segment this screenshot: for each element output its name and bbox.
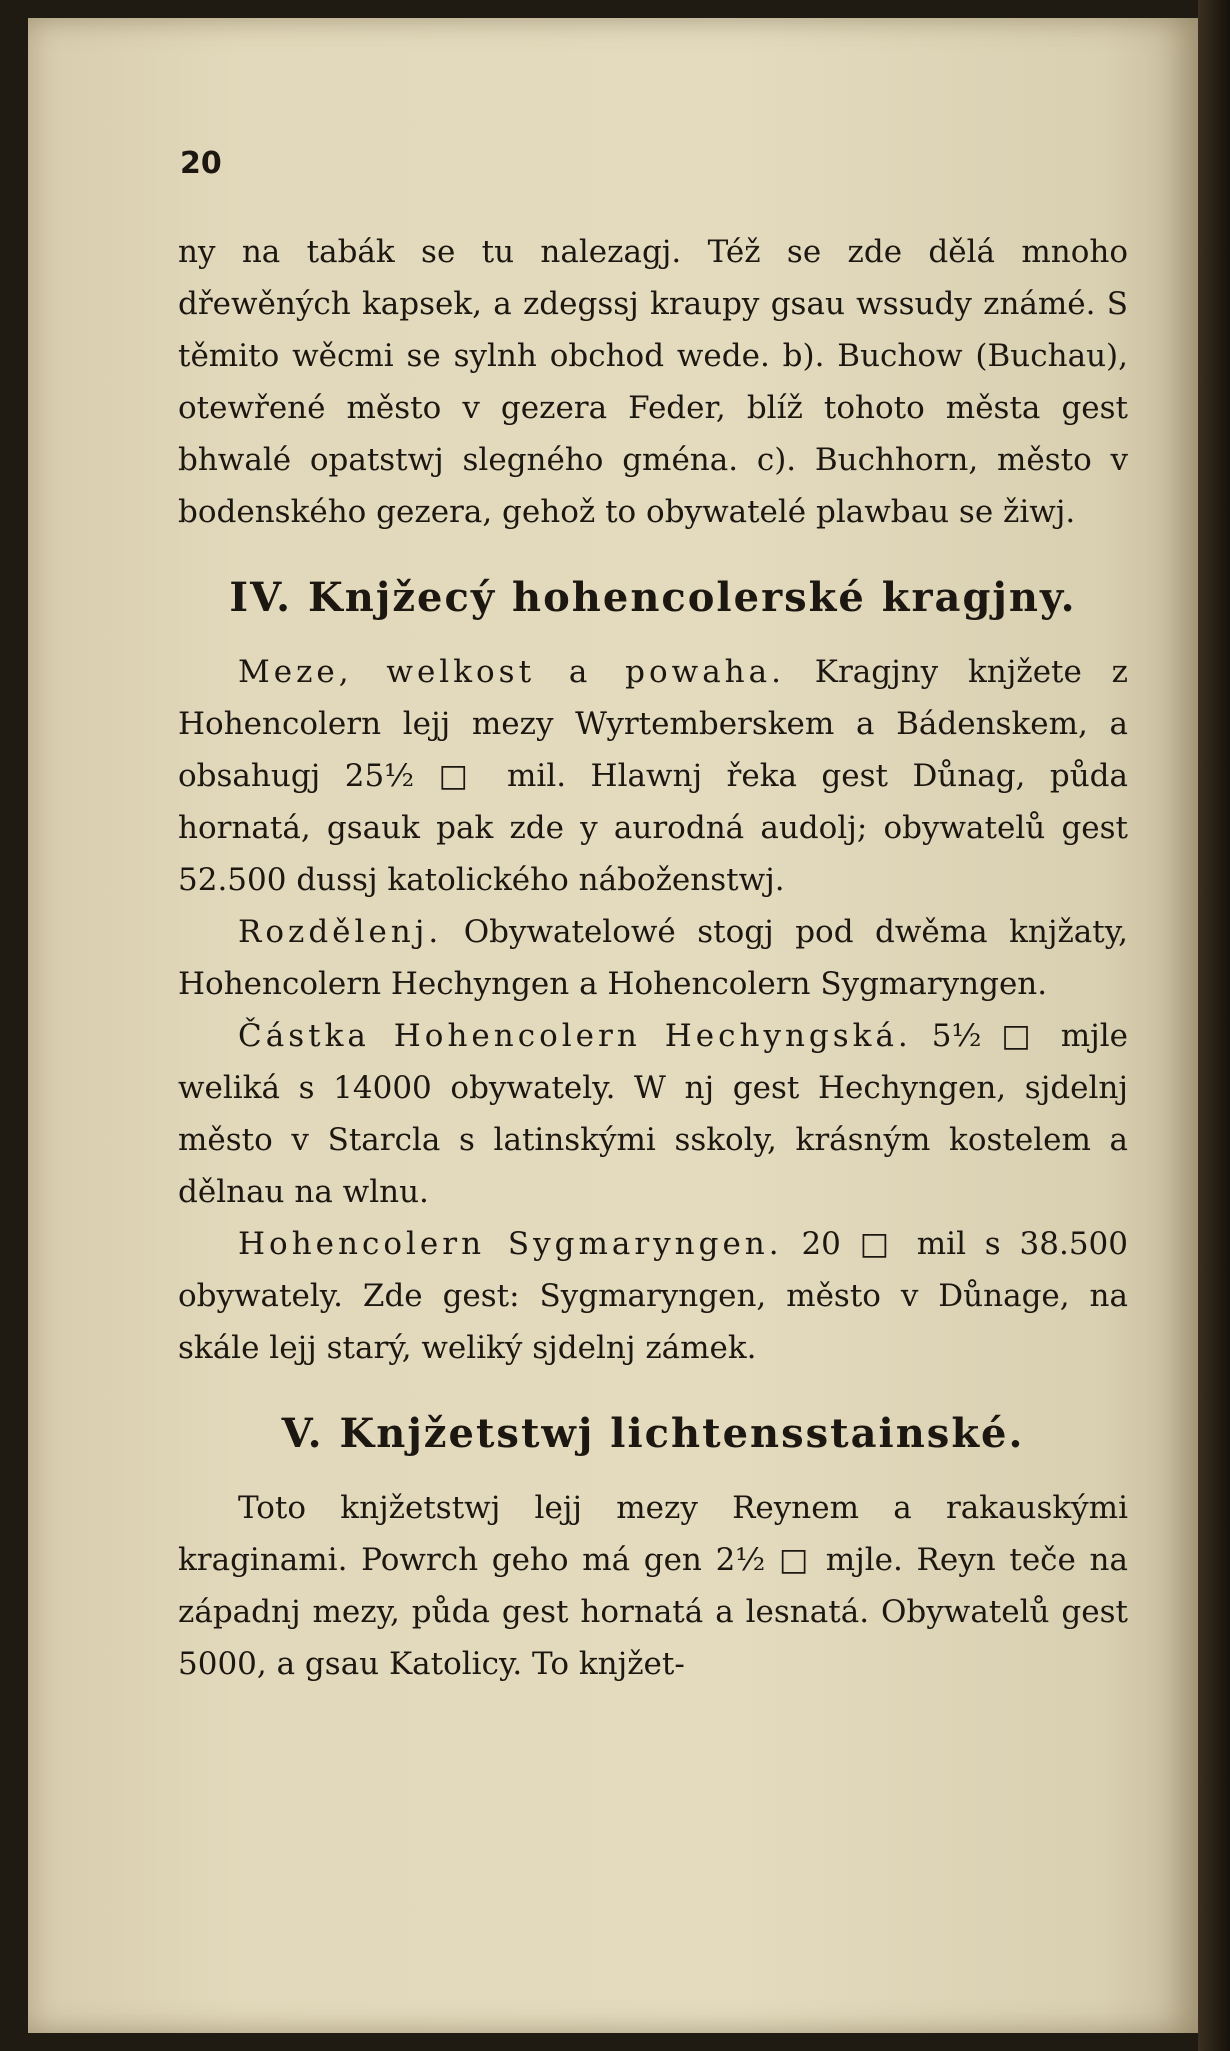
heading-liechtenstein: V. Knjžetstwj lichtensstainské. <box>281 1410 1025 1457</box>
paragraph-boundaries <box>178 646 1128 906</box>
paragraph-lead: Meze, welkost a powaha. <box>238 654 785 690</box>
paragraph-body: 20 □ mil s 38.500 obywately. Zde gest: Sygmaryngen, město v Důnage, na skále lejj starý, weliký sjdelnj zámek. <box>178 1226 1128 1366</box>
paragraph-liechtenstein: Toto knjžetstwj lejj mezy Reynem a rakauskými kraginami. Powrch geho má gen 2½ □ mjle. Reyn teče na západnj mezy, půda gest hornatá a lesnatá. Obywatelů gest 5000, a gsau Katolicy. To knjžet- <box>178 1490 1128 1682</box>
book-page <box>28 18 1198 2033</box>
paragraph-division <box>178 906 1128 1010</box>
paragraph-body: 5½ □ mjle weliká s 14000 obywately. W nj gest Hechyngen, sjdelnj město v Starcla s latinskými sskoly, krásným kostelem a dělnau na wlnu. <box>178 1018 1128 1210</box>
paragraph-lead: Rozdělenj. <box>238 914 443 950</box>
paragraph-hechingen <box>178 1010 1128 1218</box>
heading-hohencolern: IV. Knjžecý hohencolerské kragjny. <box>229 574 1077 621</box>
paragraph-sigmaringen <box>178 1218 1128 1374</box>
page-number: 20 <box>180 146 222 181</box>
paragraph-tobacco-buchau-buchhorn: ny na tabák se tu nalezagj. Též se zde dělá mnoho dřewěných kapsek, a zdegssj kraupy gsau wssudy známé. S těmito wěcmi se sylnh obchod wede. b). Buchow (Buchau), otewřené město v gezera Feder, blíž tohoto města gest bhwalé opatstwj slegného gména. c). Buchhorn, město v bodenského gezera, gehož to obywatelé plawbau se žiwj. <box>178 234 1128 530</box>
paragraph-body: Kragjny knjžete z Hohencolern lejj mezy Wyrtemberskem a Bádenskem, a obsahugj 25½ □ mil. Hlawnj řeka gest Důnag, půda hornatá, gsauk pak zde y aurodná audolj; obywatelů gest 52.500 dussj katolického náboženstwj. <box>178 654 1128 898</box>
paragraph-body: Obywatelowé stogj pod dwěma knjžaty, Hohencolern Hechyngen a Hohencolern Sygmaryngen. <box>178 914 1128 1002</box>
page-text <box>178 226 1128 1690</box>
book-spine <box>1198 0 1230 2051</box>
paragraph-lead: Částka Hohencolern Hechyngská. <box>238 1018 912 1054</box>
paragraph-lead: Hohencolern Sygmaryngen. <box>238 1226 783 1262</box>
